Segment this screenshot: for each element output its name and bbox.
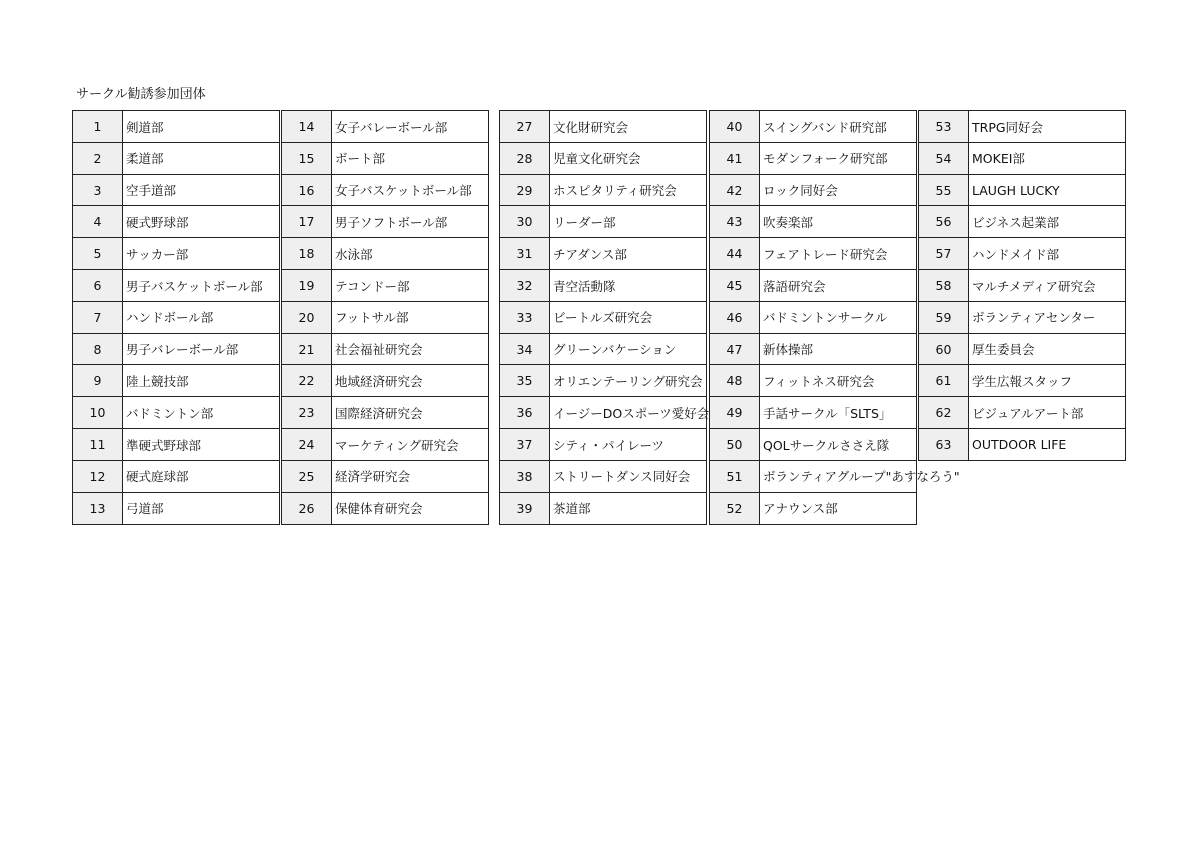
club-name: チアダンス部 <box>549 237 707 270</box>
table-row <box>709 142 917 175</box>
club-number: 39 <box>499 492 550 525</box>
club-table <box>72 110 1128 538</box>
club-number: 25 <box>281 460 332 493</box>
table-row <box>281 174 489 207</box>
club-name: ハンドメイド部 <box>968 237 1126 270</box>
club-name: ホスピタリティ研究会 <box>549 174 707 207</box>
club-number: 18 <box>281 237 332 270</box>
club-name: モダンフォーク研究部 <box>759 142 917 175</box>
club-number: 32 <box>499 269 550 302</box>
table-row <box>281 301 489 334</box>
club-number: 40 <box>709 110 760 143</box>
club-number: 51 <box>709 460 760 493</box>
table-row <box>281 364 489 397</box>
club-name: OUTDOOR LIFE <box>968 428 1126 461</box>
table-row <box>709 396 917 429</box>
club-name: ビートルズ研究会 <box>549 301 707 334</box>
table-row <box>499 396 710 429</box>
club-number: 53 <box>918 110 969 143</box>
table-row <box>709 110 917 143</box>
table-row <box>281 333 489 366</box>
table-row <box>281 460 489 493</box>
club-number: 12 <box>72 460 123 493</box>
club-name: 吹奏楽部 <box>759 205 917 238</box>
club-name: 保健体育研究会 <box>331 492 489 525</box>
table-row <box>709 492 917 525</box>
club-name: 新体操部 <box>759 333 917 366</box>
table-row <box>709 364 917 397</box>
club-number: 62 <box>918 396 969 429</box>
club-number: 21 <box>281 333 332 366</box>
table-row <box>72 205 280 238</box>
club-name: イージーDOスポーツ愛好会 <box>549 396 707 429</box>
club-number: 19 <box>281 269 332 302</box>
club-number: 8 <box>72 333 123 366</box>
club-name: 地域経済研究会 <box>331 364 489 397</box>
table-row <box>918 333 1126 366</box>
club-number: 54 <box>918 142 969 175</box>
club-name: LAUGH LUCKY <box>968 174 1126 207</box>
table-row <box>918 396 1126 429</box>
club-number: 63 <box>918 428 969 461</box>
table-row <box>72 333 280 366</box>
club-name: テコンドー部 <box>331 269 489 302</box>
club-number: 37 <box>499 428 550 461</box>
club-name: 国際経済研究会 <box>331 396 489 429</box>
table-row <box>709 237 917 270</box>
table-row <box>499 269 707 302</box>
club-number: 46 <box>709 301 760 334</box>
table-row <box>709 460 960 493</box>
club-number: 28 <box>499 142 550 175</box>
club-name: 柔道部 <box>122 142 280 175</box>
club-name: ボート部 <box>331 142 489 175</box>
club-number: 20 <box>281 301 332 334</box>
table-row <box>709 269 917 302</box>
club-name: スイングバンド研究部 <box>759 110 917 143</box>
club-name: ビジネス起業部 <box>968 205 1126 238</box>
club-name: オリエンテーリング研究会 <box>549 364 707 397</box>
club-name: バドミントン部 <box>122 396 280 429</box>
table-row <box>499 142 707 175</box>
club-name: フィットネス研究会 <box>759 364 917 397</box>
club-number: 23 <box>281 396 332 429</box>
table-row <box>281 110 489 143</box>
club-name: シティ・パイレーツ <box>549 428 707 461</box>
club-number: 26 <box>281 492 332 525</box>
club-name: 文化財研究会 <box>549 110 707 143</box>
club-number: 44 <box>709 237 760 270</box>
club-name: 空手道部 <box>122 174 280 207</box>
club-name: 水泳部 <box>331 237 489 270</box>
table-row <box>918 174 1126 207</box>
club-number: 29 <box>499 174 550 207</box>
club-name: 準硬式野球部 <box>122 428 280 461</box>
club-number: 56 <box>918 205 969 238</box>
table-row <box>72 174 280 207</box>
club-name: ロック同好会 <box>759 174 917 207</box>
table-row <box>499 301 707 334</box>
table-row <box>72 460 280 493</box>
table-row <box>281 142 489 175</box>
table-row <box>709 333 917 366</box>
club-number: 10 <box>72 396 123 429</box>
club-number: 61 <box>918 364 969 397</box>
club-name: 陸上競技部 <box>122 364 280 397</box>
club-number: 31 <box>499 237 550 270</box>
club-number: 41 <box>709 142 760 175</box>
table-row <box>499 364 707 397</box>
club-name: 男子バスケットボール部 <box>122 269 280 302</box>
club-name: バドミントンサークル <box>759 301 917 334</box>
club-number: 6 <box>72 269 123 302</box>
club-number: 35 <box>499 364 550 397</box>
page-title: サークル勧誘参加団体 <box>76 87 206 102</box>
club-name: 児童文化研究会 <box>549 142 707 175</box>
club-name: サッカー部 <box>122 237 280 270</box>
club-number: 9 <box>72 364 123 397</box>
club-name: 茶道部 <box>549 492 707 525</box>
table-row <box>918 364 1126 397</box>
table-row <box>918 301 1126 334</box>
club-number: 13 <box>72 492 123 525</box>
club-name: QOLサークルささえ隊 <box>759 428 917 461</box>
club-name: 女子バレーボール部 <box>331 110 489 143</box>
club-name: 落語研究会 <box>759 269 917 302</box>
table-row <box>709 428 917 461</box>
club-number: 34 <box>499 333 550 366</box>
club-number: 58 <box>918 269 969 302</box>
table-row <box>709 174 917 207</box>
club-number: 11 <box>72 428 123 461</box>
table-row <box>499 110 707 143</box>
club-number: 48 <box>709 364 760 397</box>
club-name: グリーンバケーション <box>549 333 707 366</box>
club-number: 2 <box>72 142 123 175</box>
club-number: 24 <box>281 428 332 461</box>
table-row <box>281 396 489 429</box>
table-row <box>709 205 917 238</box>
club-name: マーケティング研究会 <box>331 428 489 461</box>
club-number: 16 <box>281 174 332 207</box>
table-row <box>918 269 1126 302</box>
club-name: TRPG同好会 <box>968 110 1126 143</box>
club-number: 15 <box>281 142 332 175</box>
club-name: リーダー部 <box>549 205 707 238</box>
club-name: 社会福祉研究会 <box>331 333 489 366</box>
table-row <box>72 269 280 302</box>
club-number: 42 <box>709 174 760 207</box>
club-number: 22 <box>281 364 332 397</box>
club-name: 青空活動隊 <box>549 269 707 302</box>
table-row <box>499 333 707 366</box>
table-row <box>72 396 280 429</box>
club-name: マルチメディア研究会 <box>968 269 1126 302</box>
club-name: 女子バスケットボール部 <box>331 174 489 207</box>
table-row <box>72 110 280 143</box>
table-row <box>918 205 1126 238</box>
table-row <box>499 492 707 525</box>
club-number: 57 <box>918 237 969 270</box>
table-row <box>72 237 280 270</box>
table-row <box>281 428 489 461</box>
club-number: 45 <box>709 269 760 302</box>
club-number: 33 <box>499 301 550 334</box>
table-row <box>918 237 1126 270</box>
club-number: 50 <box>709 428 760 461</box>
table-row <box>72 142 280 175</box>
club-name: 学生広報スタッフ <box>968 364 1126 397</box>
table-row <box>499 174 707 207</box>
table-row <box>499 428 707 461</box>
table-row <box>72 428 280 461</box>
table-row <box>281 237 489 270</box>
club-name: 男子バレーボール部 <box>122 333 280 366</box>
club-name: 硬式野球部 <box>122 205 280 238</box>
club-number: 43 <box>709 205 760 238</box>
table-row <box>499 460 707 493</box>
club-name: 硬式庭球部 <box>122 460 280 493</box>
table-row <box>918 110 1126 143</box>
club-number: 27 <box>499 110 550 143</box>
table-row <box>72 364 280 397</box>
club-number: 4 <box>72 205 123 238</box>
table-row <box>709 301 917 334</box>
club-number: 14 <box>281 110 332 143</box>
club-number: 1 <box>72 110 123 143</box>
table-row <box>72 301 280 334</box>
table-row <box>499 237 707 270</box>
club-name: MOKEI部 <box>968 142 1126 175</box>
club-name: ビジュアルアート部 <box>968 396 1126 429</box>
club-number: 7 <box>72 301 123 334</box>
club-number: 17 <box>281 205 332 238</box>
table-row <box>281 205 489 238</box>
club-number: 60 <box>918 333 969 366</box>
club-number: 47 <box>709 333 760 366</box>
club-name: ストリートダンス同好会 <box>549 460 707 493</box>
club-name: アナウンス部 <box>759 492 917 525</box>
club-number: 55 <box>918 174 969 207</box>
table-row <box>499 205 707 238</box>
club-number: 3 <box>72 174 123 207</box>
club-name: 厚生委員会 <box>968 333 1126 366</box>
club-name: 剣道部 <box>122 110 280 143</box>
club-number: 5 <box>72 237 123 270</box>
table-row <box>72 492 280 525</box>
club-name: 経済学研究会 <box>331 460 489 493</box>
table-row <box>918 428 1126 461</box>
club-name: 男子ソフトボール部 <box>331 205 489 238</box>
club-name: 弓道部 <box>122 492 280 525</box>
table-row <box>281 269 489 302</box>
club-name: フェアトレード研究会 <box>759 237 917 270</box>
club-number: 49 <box>709 396 760 429</box>
club-number: 36 <box>499 396 550 429</box>
club-number: 30 <box>499 205 550 238</box>
club-number: 52 <box>709 492 760 525</box>
club-name: ボランティアグループ"あすなろう" <box>759 460 917 493</box>
club-name: 手話サークル「SLTS」 <box>759 396 917 429</box>
club-name: フットサル部 <box>331 301 489 334</box>
club-name: ボランティアセンター <box>968 301 1126 334</box>
club-number: 59 <box>918 301 969 334</box>
club-name: ハンドボール部 <box>122 301 280 334</box>
table-row <box>281 492 489 525</box>
club-number: 38 <box>499 460 550 493</box>
table-row <box>918 142 1126 175</box>
